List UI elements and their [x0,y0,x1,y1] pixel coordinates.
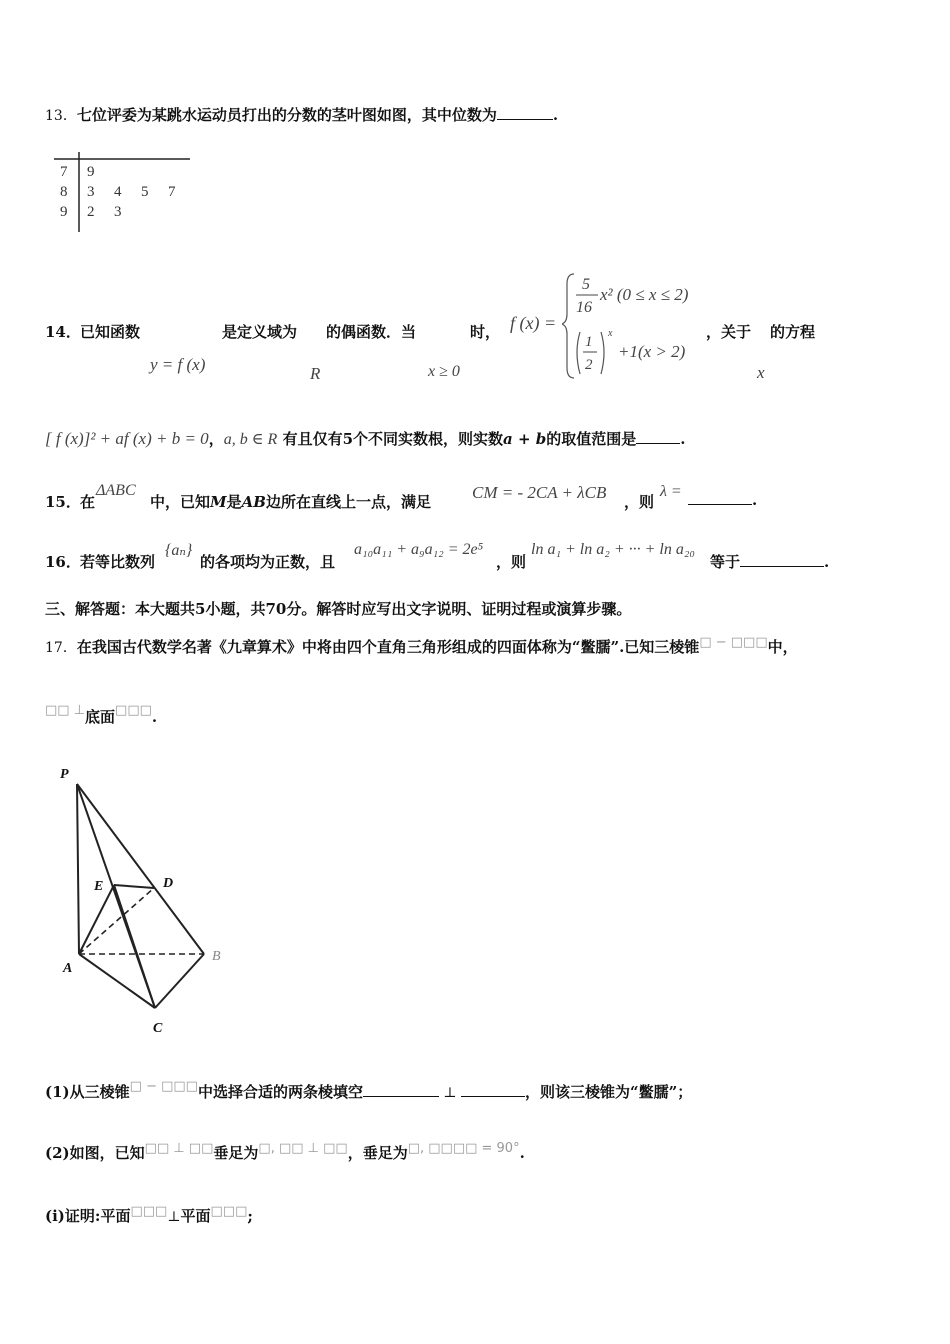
q14-piecewise [562,270,702,382]
label-A: A [63,961,73,976]
q16-answer [710,551,829,572]
part2-text-1: 如图，已知 [69,1144,145,1162]
label-P: P [60,767,69,782]
q14-text-5: ，关于 [706,323,752,341]
q15-answer-blank [688,492,752,505]
edge-EC [114,885,155,1008]
case2-expr: +1(x > 2) [618,342,686,361]
q17-base-end: . [151,708,158,726]
part2-end: . [519,1144,525,1162]
q14-end: . [680,430,686,448]
q16-text-2: 的各项均为正数，且 [200,553,336,571]
case1-expr: x² (0 ≤ x ≤ 2) [600,285,689,304]
q17-part-i [45,1205,253,1226]
case2-den: 2 [585,357,593,373]
q17-number: 17． [45,640,77,656]
q15-triangle: ΔABC [96,482,136,499]
edge-CB [155,954,204,1008]
edge-AE [79,885,114,954]
case2-right-paren [601,332,604,374]
q15-text-3: 是 [226,493,242,511]
part2-text-2: 垂足为 [213,1144,259,1162]
part1-placeholder: □ − □□□ [129,1079,198,1094]
stem-7: 7 [60,164,68,180]
q14-line2-text: 有且仅有5个不同实数根，则实数 [282,430,504,448]
case2-left-paren [577,332,580,374]
q15-end: . [752,491,758,509]
q16-end: . [824,553,830,571]
q14-text-6: 的方程 [770,323,816,341]
leaf-7-0: 9 [87,164,95,180]
part2-placeholder-2: □, □□ ⊥ □□ [258,1141,348,1156]
q16-equation: a₁₀a₁₁ + a₉a₁₂ = 2e⁵ [354,541,484,558]
part1-text-3: ，则该三棱锥为“鳖臑”； [525,1083,693,1101]
leaf-9-0: 2 [87,204,95,220]
q17-base-text: 底面 [85,708,116,726]
label-E: E [94,879,104,894]
q13-text: 七位评委为某跳水运动员打出的分数的茎叶图如图，其中位数为 [76,106,497,124]
leaf-8-1: 4 [114,184,122,200]
q16-text-1: 若等比数列 [80,553,156,571]
edge-ED [114,885,154,888]
q13-line [45,104,558,125]
q14-line2-end: 的取值范围是 [546,430,637,448]
q15-lambda: λ = [660,483,682,500]
part1-blank-2 [461,1084,525,1097]
part1-text-1: 从三棱锥 [69,1083,130,1101]
case2-exp: x [608,328,613,339]
label-B: B [212,949,221,964]
q14-apb: a + b [503,430,547,448]
q16-sequence: {aₙ} [165,542,193,559]
part2-text-3: ，垂足为 [347,1144,408,1162]
q17-intro [45,636,798,657]
part2-placeholder-1: □□ ⊥ □□ [144,1141,214,1156]
q14-text-2: 是定义域为 [222,323,298,341]
edge-AC [79,954,155,1008]
q15-number: 15． [45,493,81,511]
q17-intro-text: 在我国古代数学名著《九章算术》中将由四个直角三角形组成的四面体称为“鳖臑”.已知三棱锥 [76,638,700,656]
q15-line [150,491,431,512]
part2-placeholder-3: □, □□□□ = 90° [407,1141,520,1156]
q15-text-1: 在 [80,493,96,511]
q14-ab: a, b ∈ R [223,431,278,448]
q17-abc-placeholder: □□□ [115,703,152,718]
stem-8: 8 [60,184,68,200]
q14-text-4: 时， [470,323,501,341]
case2-num: 1 [585,334,593,350]
case1-den: 16 [576,299,592,316]
q17-pabc-placeholder: □ − □□□ [699,635,768,650]
q16-text-3: ，则 [496,553,527,571]
q13-number: 13． [45,108,77,124]
part1-label: (1) [45,1083,70,1101]
q17-pa-placeholder: □□ ⊥ [45,703,86,718]
q15-answer [688,491,757,509]
parti-placeholder-2: □□□ [210,1204,248,1219]
q14-equation: [ f (x)]² + af (x) + b = 0 [45,429,209,448]
parti-label: (i) [45,1207,65,1225]
q14-number: 14． [45,323,81,341]
q13-end: . [552,106,559,124]
label-C: C [153,1021,163,1036]
leaf-9-1: 3 [114,204,122,220]
label-D: D [163,876,174,891]
q14-math-R: R [310,364,321,383]
parti-text-2: 平面 [180,1207,211,1225]
part1-blank-1 [363,1084,439,1097]
parti-end: ; [247,1207,253,1225]
q15-AB: AB [241,493,266,511]
q15-equation: CM = - 2CA + λCB [472,483,607,502]
q14-line-2: [ f (x)]² + af (x) + b = 0，a, b ∈ R 有且仅有5个不同实数根，则实数a + b的取值范围是 . [45,429,686,448]
q13-answer-blank [497,107,553,120]
part1-perp: ⊥ [443,1085,457,1101]
parti-perp: ⊥ [167,1209,181,1225]
q14-math-fx: f (x) = [510,313,557,333]
parti-text-1: 证明:平面 [64,1207,131,1225]
q15-M: M [210,493,227,511]
leaf-8-3: 7 [168,184,176,200]
q16-answer-blank [740,554,824,567]
edge-PA [77,784,79,954]
parti-placeholder-1: □□□ [130,1204,168,1219]
q14-text-3: 的偶函数．当 [326,323,417,341]
part2-label: (2) [45,1144,70,1162]
part1-text-2: 中选择合适的两条棱填空 [197,1083,363,1101]
q16-text-4: 等于 [710,553,741,571]
q14-math-x: x [757,363,765,382]
q14-math-cond: x ≥ 0 [428,363,460,380]
case1-num: 5 [582,276,590,293]
q14-answer-blank [636,431,680,444]
q15-text-2: 中，已知 [150,493,211,511]
q15-text-5: ，则 [624,493,655,511]
q17-part1 [45,1081,692,1102]
q14-math-y: y = f (x) [150,355,206,374]
q16-log-sum: ln a₁ + ln a₂ + ··· + ln a₂₀ [531,541,695,558]
piecewise-brace [562,274,574,378]
q17-intro-end: 中， [767,638,798,656]
q17-base-line [45,703,158,727]
leaf-8-2: 5 [141,184,149,200]
q14-text-1: 已知函数 [80,323,141,341]
q17-tetrahedron-figure [50,760,240,1045]
leaf-8-0: 3 [87,184,95,200]
section-3-heading: 三、解答题：本大题共5小题，共70分。解答时应写出文字说明、证明过程或演算步骤。 [45,600,632,618]
q16-number: 16． [45,553,81,571]
q15-text-4: 边所在直线上一点，满足 [265,493,431,511]
q17-part2 [45,1142,525,1163]
stem-9: 9 [60,204,68,220]
stem-leaf-plot [50,150,195,235]
edge-PB [77,784,204,954]
